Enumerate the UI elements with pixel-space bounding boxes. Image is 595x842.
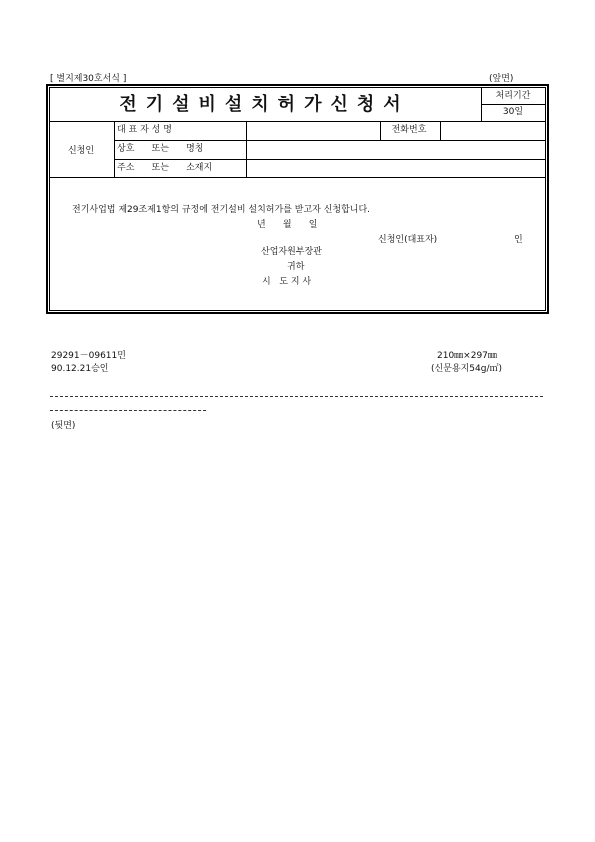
phone-label: 전화번호: [391, 125, 427, 135]
trade-name-label: 상호 또는 명칭: [117, 144, 204, 154]
recipient: 산업자원부장관: [261, 247, 322, 257]
alt-recipient: 시 도 지 사: [262, 277, 312, 287]
form-code: 29291－09611민: [51, 351, 126, 361]
honorific: 귀하: [287, 262, 305, 272]
representative-name-label: 대 표 자 성 명: [117, 125, 172, 135]
address-label: 주소 또는 소재지: [117, 163, 213, 173]
processing-period-label: 처리기간: [495, 91, 531, 101]
paper-spec: (신문용지54g/㎡): [431, 364, 502, 374]
form-number: [ 별지제30호서식 ]: [50, 74, 127, 84]
signer-label: 신청인(대표자): [378, 235, 438, 245]
approval-date: 90.12.21승인: [51, 364, 109, 374]
back-side-label: (뒷면): [51, 421, 76, 431]
seal-label: 인: [514, 235, 523, 245]
cut-line-continued: [50, 410, 206, 411]
paper-size: 210㎜×297㎜: [437, 351, 497, 361]
processing-period-value: 30일: [502, 107, 524, 117]
date-line: 년 월 일: [257, 220, 318, 230]
form-title: 전기설비설치허가신청서: [119, 94, 410, 115]
side-label: (앞면): [489, 74, 514, 84]
trade-name-field[interactable]: [246, 141, 544, 158]
cut-line: [50, 396, 543, 397]
address-field[interactable]: [246, 160, 544, 177]
application-statement: 전기사업법 제29조제1항의 규정에 전기설비 설치허가를 받고자 신청합니다.: [72, 205, 371, 215]
representative-name-field[interactable]: [246, 122, 378, 139]
phone-field[interactable]: [440, 122, 544, 139]
applicant-label: 신청인: [67, 146, 95, 156]
